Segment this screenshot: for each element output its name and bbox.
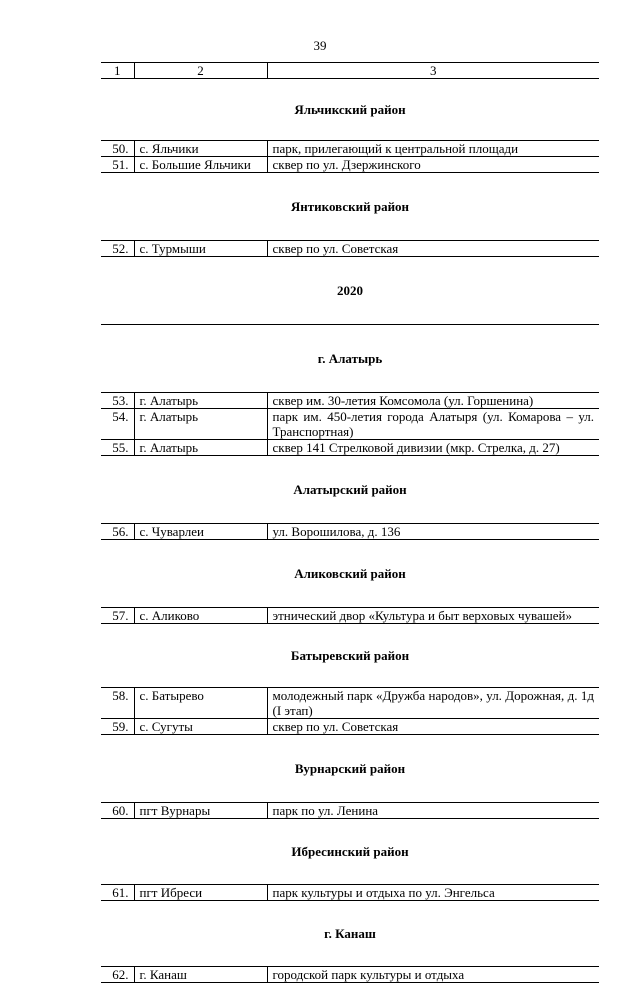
table-row <box>101 719 599 735</box>
row-number: 54. <box>101 409 134 440</box>
row-object: сквер им. 30-летия Комсомола (ул. Горшенина) <box>267 393 599 409</box>
row-number: 58. <box>101 688 134 719</box>
section-heading-row <box>101 819 599 885</box>
row-object: сквер по ул. Советская <box>267 719 599 735</box>
row-number: 53. <box>101 393 134 409</box>
row-object: парк по ул. Ленина <box>267 803 599 819</box>
table-row <box>101 688 599 719</box>
row-number: 59. <box>101 719 134 735</box>
row-object: молодежный парк «Дружба народов», ул. Дорожная, д. 1д (I этап) <box>267 688 599 719</box>
header-cell-3: 3 <box>267 63 599 79</box>
row-object: городской парк культуры и отдыха <box>267 967 599 983</box>
section-heading: Ибресинский район <box>101 819 599 885</box>
row-settlement: пгт Ибреси <box>134 885 267 901</box>
page-number: 39 <box>313 38 327 53</box>
section-heading-row <box>101 325 599 393</box>
row-object: ул. Ворошилова, д. 136 <box>267 524 599 540</box>
row-settlement: г. Алатырь <box>134 393 267 409</box>
section-heading-row <box>101 735 599 803</box>
row-number: 55. <box>101 440 134 456</box>
row-settlement: г. Канаш <box>134 967 267 983</box>
row-object: сквер 141 Стрелковой дивизии (мкр. Стрелка, д. 27) <box>267 440 599 456</box>
row-number: 62. <box>101 967 134 983</box>
row-number: 61. <box>101 885 134 901</box>
section-heading-row <box>101 79 599 141</box>
row-number: 60. <box>101 803 134 819</box>
table-header-row <box>101 63 599 79</box>
table-row <box>101 524 599 540</box>
row-settlement: пгт Вурнары <box>134 803 267 819</box>
row-object: этнический двор «Культура и быт верховых чувашей» <box>267 608 599 624</box>
row-settlement: с. Сугуты <box>134 719 267 735</box>
row-settlement: с. Турмыши <box>134 241 267 257</box>
section-heading-row <box>101 624 599 688</box>
section-heading-row <box>101 257 599 325</box>
section-heading: г. Алатырь <box>101 325 599 393</box>
header-cell-1: 1 <box>101 63 134 79</box>
row-settlement: с. Яльчики <box>134 141 267 157</box>
header-cell-2: 2 <box>134 63 267 79</box>
section-heading: г. Канаш <box>101 901 599 967</box>
section-heading-row <box>101 540 599 608</box>
row-settlement: г. Алатырь <box>134 409 267 440</box>
table-row <box>101 608 599 624</box>
table-row <box>101 141 599 157</box>
row-number: 52. <box>101 241 134 257</box>
row-number: 56. <box>101 524 134 540</box>
row-settlement: с. Большие Яльчики <box>134 157 267 173</box>
row-object: парк, прилегающий к центральной площади <box>267 141 599 157</box>
table-row <box>101 803 599 819</box>
section-heading: Алатырский район <box>101 456 599 524</box>
section-heading: Яльчикский район <box>101 79 599 141</box>
section-heading-row <box>101 901 599 967</box>
row-settlement: г. Алатырь <box>134 440 267 456</box>
table-row <box>101 967 599 983</box>
table-body <box>101 63 599 983</box>
table-row <box>101 241 599 257</box>
section-heading: Вурнарский район <box>101 735 599 803</box>
row-settlement: с. Батырево <box>134 688 267 719</box>
section-heading: Аликовский район <box>101 540 599 608</box>
section-heading: Батыревский район <box>101 624 599 688</box>
row-object: сквер по ул. Советская <box>267 241 599 257</box>
row-number: 50. <box>101 141 134 157</box>
section-heading-row <box>101 173 599 241</box>
row-object: парк культуры и отдыха по ул. Энгельса <box>267 885 599 901</box>
objects-table <box>101 62 599 983</box>
table-row <box>101 409 599 440</box>
section-heading-row <box>101 456 599 524</box>
table-row <box>101 393 599 409</box>
section-heading: 2020 <box>101 257 599 325</box>
row-object: парк им. 450-летия города Алатыря (ул. Комарова – ул. Транспортная) <box>267 409 599 440</box>
row-number: 57. <box>101 608 134 624</box>
row-number: 51. <box>101 157 134 173</box>
row-object: сквер по ул. Дзержинского <box>267 157 599 173</box>
table-row <box>101 885 599 901</box>
row-settlement: с. Чуварлеи <box>134 524 267 540</box>
table-row <box>101 440 599 456</box>
row-settlement: с. Аликово <box>134 608 267 624</box>
section-heading: Янтиковский район <box>101 173 599 241</box>
table-row <box>101 157 599 173</box>
